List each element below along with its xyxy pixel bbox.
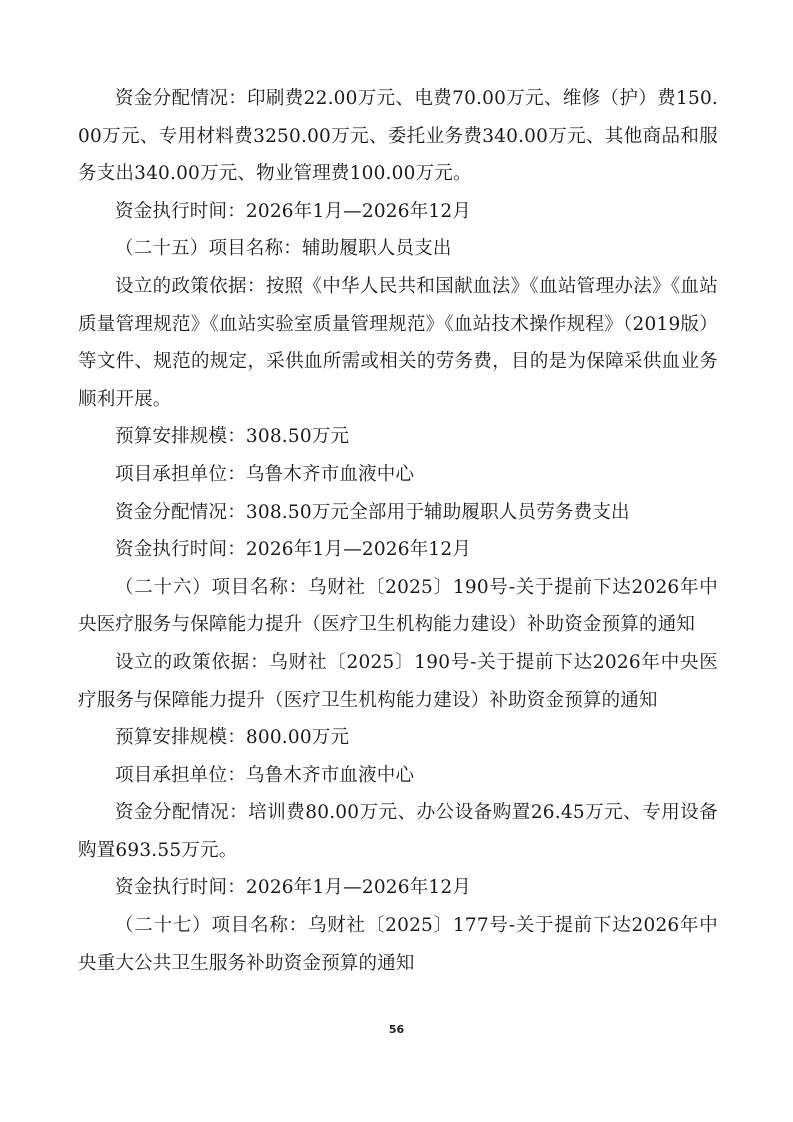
section-heading-25: （二十五）项目名称：辅助履职人员支出 bbox=[115, 238, 452, 260]
paragraph-fund-allocation-25: 资金分配情况：308.50万元全部用于辅助履职人员劳务费支出 bbox=[115, 501, 630, 523]
paragraph-policy-basis-26: 设立的政策依据：乌财社〔2025〕190号-关于提前下达2026年中央医疗服务与保障能力提升（医疗卫生机构能力建设）补助资金预算的通知 bbox=[78, 651, 718, 711]
paragraph-responsible-unit-26: 项目承担单位：乌鲁木齐市血液中心 bbox=[115, 764, 415, 786]
document-body bbox=[78, 80, 718, 982]
section-heading-27: （二十七）项目名称：乌财社〔2025〕177号-关于提前下达2026年中央重大公共卫生服务补助资金预算的通知 bbox=[78, 915, 718, 974]
paragraph-execution-time-25: 资金执行时间：2026年1月—2026年12月 bbox=[115, 539, 472, 561]
paragraph-execution-time-26: 资金执行时间：2026年1月—2026年12月 bbox=[115, 877, 472, 899]
paragraph-fund-allocation-26: 资金分配情况：培训费80.00万元、办公设备购置26.45万元、专用设备购置693.55万元。 bbox=[78, 802, 718, 861]
paragraph-budget-scale-25: 预算安排规模：308.50万元 bbox=[115, 426, 350, 448]
paragraph-responsible-unit-25: 项目承担单位：乌鲁木齐市血液中心 bbox=[115, 463, 415, 485]
section-heading-26: （二十六）项目名称：乌财社〔2025〕190号-关于提前下达2026年中央医疗服务与保障能力提升（医疗卫生机构能力建设）补助资金预算的通知 bbox=[78, 576, 718, 636]
paragraph-budget-scale-26: 预算安排规模：800.00万元 bbox=[115, 727, 350, 749]
page-number: 56 bbox=[388, 1023, 405, 1036]
paragraph-fund-allocation-24: 资金分配情况：印刷费22.00万元、电费70.00万元、维修（护）费150.00万元、专用材料费3250.00万元、委托业务费340.00万元、其他商品和服务支出340.00万元、物业管理费100.00万元。 bbox=[78, 88, 718, 185]
paragraph-policy-basis-25: 设立的政策依据：按照《中华人民共和国献血法》《血站管理办法》《血站质量管理规范》《血站实验室质量管理规范》《血站技术操作规程》（2019版）等文件、规范的规定，采供血所需或相关的劳务费，目的是为保障采供血业务顺利开展。 bbox=[78, 275, 718, 410]
paragraph-execution-time-24: 资金执行时间：2026年1月—2026年12月 bbox=[115, 200, 472, 222]
